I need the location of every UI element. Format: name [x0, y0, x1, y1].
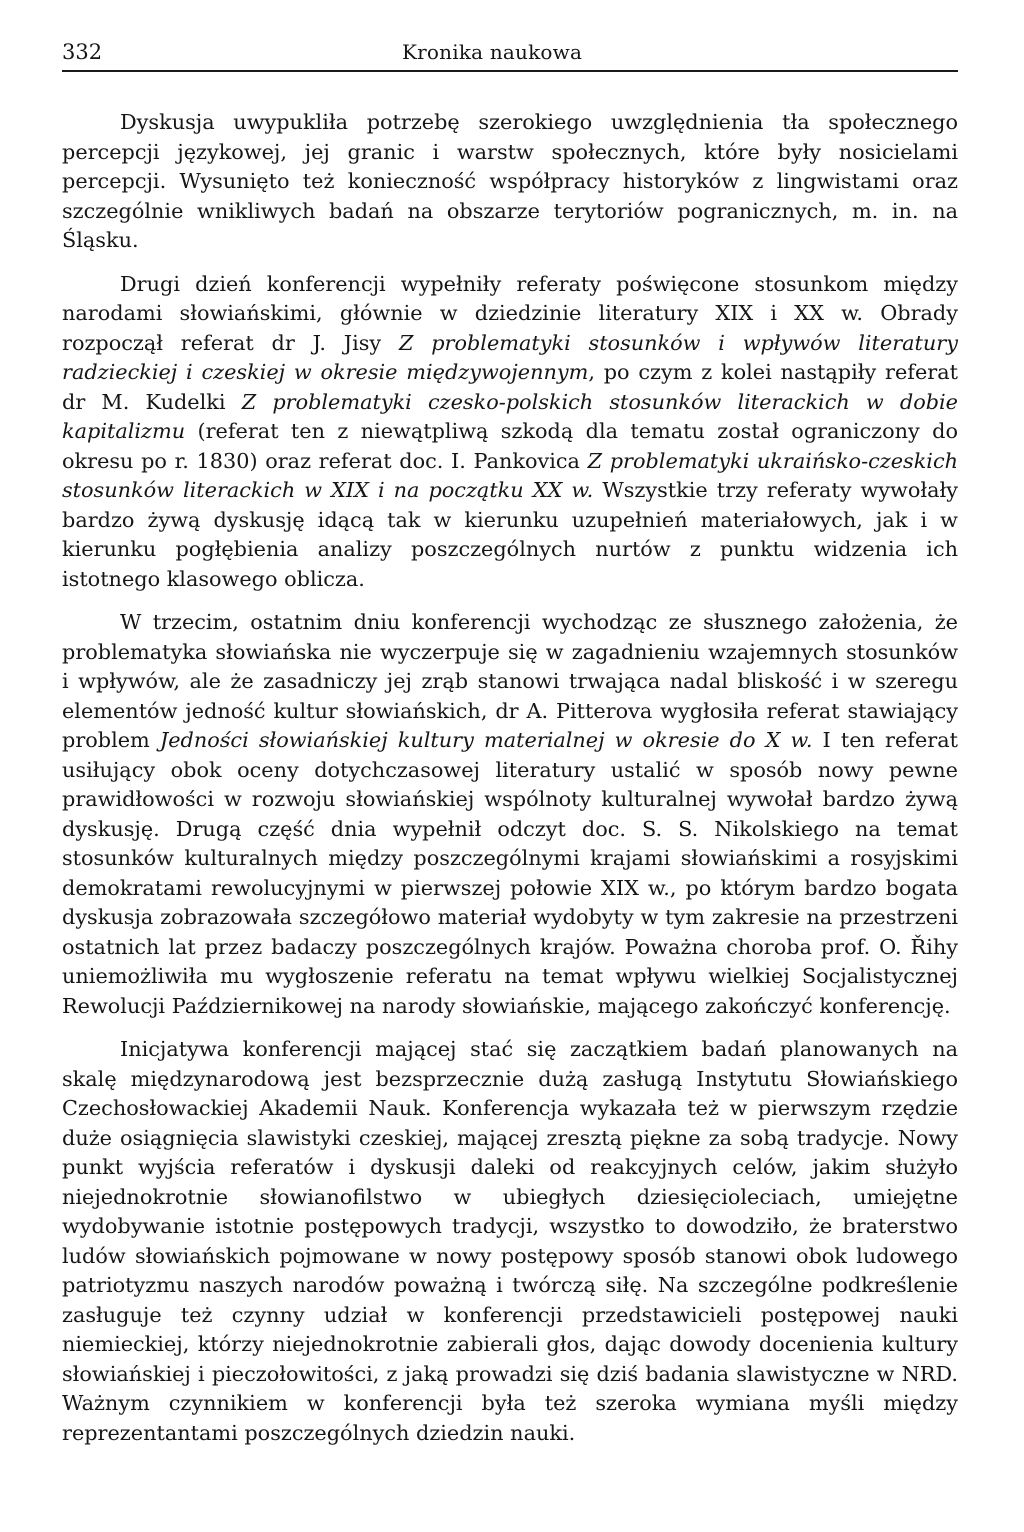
text-run: I ten referat usiłujący obok oceny dotychczasowej literatury ustalić w sposób nowy pewne prawidłowości w rozwoju słowiańskiej wspólnoty kulturalnej wywołał bardzo żywą dyskusję. Drugą część dnia wypełnił odczyt doc. S. S. Nikolskiego na temat stosunków kulturalnych między poszczególnymi krajami słowiańskimi a rosyjskimi demokratami rewolucyjnymi w pierwszej połowie XIX w., po którym bardzo bogata dyskusja zobrazowała szczegółowo materiał wydobyty w tym zakresie na przestrzeni ostatnich lat przez badaczy poszczególnych krajów. Poważna choroba prof. O. Řihy uniemożliwiła mu wygłoszenie referatu na temat wpływu wielkiej Socjalistycznej Rewolucji Październikowej na narody słowiańskie, mającego zakończyć konferencję.: [62, 728, 958, 1018]
text-run: Inicjatywa konferencji mającej stać się zaczątkiem badań planowanych na skalę międzynarodową jest bezsprzecznie dużą zasługą Instytutu Słowiańskiego Czechosłowackiej Akademii Nauk. Konferencja wykazała też w pierwszym rzędzie duże osiągnięcia slawistyki czeskiej, mającej zresztą piękne za sobą tradycje. Nowy punkt wyjścia referatów i dyskusji daleki od reakcyjnych celów, jakim służyło niejednokrotnie słowianofilstwo w ubiegłych dziesięcioleciach, umiejętne wydobywanie istotnie postępowych tradycji, wszystko to dowodziło, że braterstwo ludów słowiańskich pojmowane w nowy postępowy sposób stanowi obok ludowego patriotyzmu naszych narodów poważną i twórczą siłę. Na szczególne podkreślenie zasługuje też czynny udział w konferencji przedstawicieli postępowej nauki niemieckiej, którzy niejednokrotnie zabierali głos, dając dowody docenienia kultury słowiańskiej i pieczołowitości, z jaką prowadzi się dziś badania slawistyczne w NRD. Ważnym czynnikiem w konferencji była też szeroka wymiana myśli między reprezentantami poszczególnych dziedzin nauki.: [62, 1037, 958, 1445]
italic-title-run: Z problematyki ukraińsko-czeskich stosunków literackich w XIX i na początku XX w.: [62, 448, 958, 502]
text-run: Wszystkie trzy referaty wywołały bardzo żywą dyskusję idącą tak w kierunku uzupełnień materiałowych, jak i w kierunku pogłębienia analizy poszczególnych nurtów z punktu widzenia ich istotnego klasowego oblicza.: [62, 478, 958, 591]
text-run: Drugi dzień konferencji wypełniły referaty poświęcone stosunkom między narodami słowiańskimi, głównie w dziedzinie literatury XIX i XX w. Obrady rozpoczął referat dr J. Jisy: [62, 271, 958, 355]
text-run: (referat ten z niewątpliwą szkodą dla tematu został ograniczony do okresu po r. 1830) oraz referat doc. I. Pankovica: [62, 419, 958, 473]
paragraph-1: [62, 108, 958, 256]
text-run: Dyskusja uwypukliła potrzebę szerokiego uwzględnienia tła społecznego percepcji językowej, jej granic i warstw społecznych, które były nosicielami percepcji. Wysunięto też konieczność współpracy historyków z lingwistami oraz szczególnie wnikliwych badań na obszarze terytoriów pogranicznych, m. in. na Śląsku.: [62, 110, 958, 252]
paragraph-4: [62, 1035, 958, 1448]
italic-title-run: Z problematyki stosunków i wpływów literatury radzieckiej i czeskiej w okresie międzywojennym: [62, 330, 958, 384]
italic-title-run: Z problematyki czesko-polskich stosunków literackich w dobie kapitalizmu: [62, 389, 958, 443]
article-body: [62, 108, 958, 1448]
italic-title-run: Jedności słowiańskiej kultury materialnej w okresie do X w.: [159, 728, 813, 752]
text-run: , po czym z kolei nastąpiły referat dr M. Kudelki: [62, 360, 958, 414]
paragraph-3: [62, 608, 958, 1021]
paragraph-2: [62, 270, 958, 595]
text-run: W trzecim, ostatnim dniu konferencji wychodząc ze słusznego założenia, że problematyka słowiańska nie wyczerpuje się w zagadnieniu wzajemnych stosunków i wpływów, ale że zasadniczy jej zrąb stanowi trwająca nadal bliskość i w szeregu elementów jedność kultur słowiańskich, dr A. Pitterova wygłosiła referat stawiający problem: [62, 610, 958, 752]
page-number: 332: [62, 40, 103, 64]
page-header: [62, 40, 958, 72]
running-title: Kronika naukowa: [402, 40, 583, 64]
